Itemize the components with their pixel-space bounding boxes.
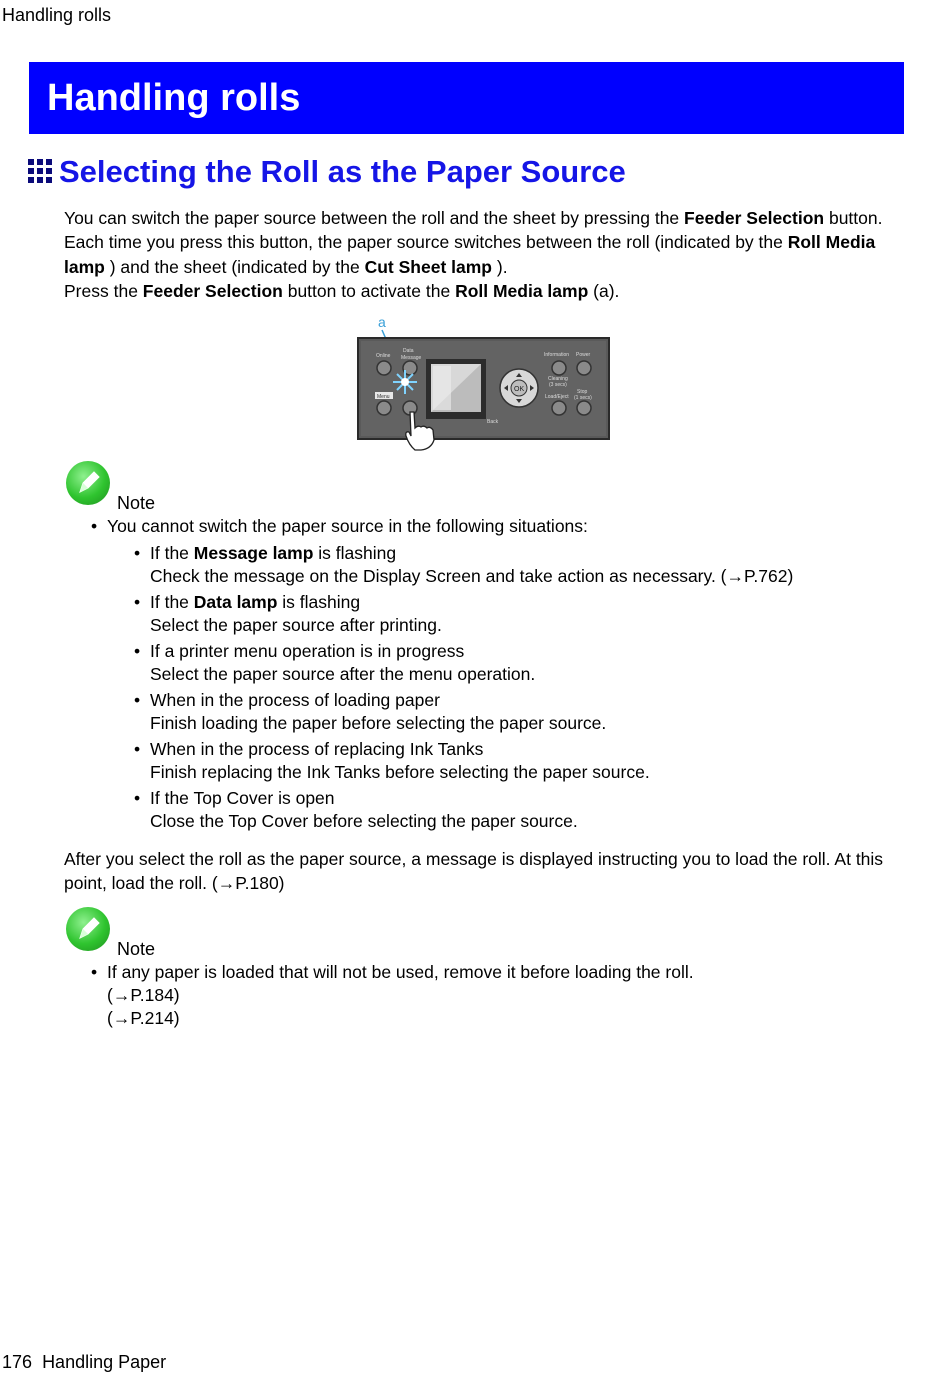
running-header: Handling rolls (2, 5, 112, 25)
list-item-detail: Select the paper source after printing. (150, 615, 442, 635)
section-heading (28, 154, 626, 190)
svg-text:OK: OK (514, 386, 525, 393)
list-item: • If the Top Cover is open (134, 788, 335, 808)
chapter-name: Handling Paper (42, 1352, 167, 1372)
svg-text:Data: Data (403, 348, 414, 354)
note-1-intro: • You cannot switch the paper source in the following situations: (91, 516, 588, 536)
section-title: Selecting the Roll as the Paper Source (59, 154, 626, 189)
stop-button (577, 401, 591, 415)
menu-button (377, 401, 391, 415)
callout-label: a (378, 314, 386, 330)
power-button (577, 361, 591, 375)
note-1 (66, 461, 156, 513)
svg-text:Message: Message (401, 355, 422, 361)
note-2-item: • If any paper is loaded that will not be used, remove it before loading the roll. (91, 962, 694, 982)
page-title: Handling rolls (47, 76, 301, 119)
intro-line-4: Press the Feeder Selection button to activate the Roll Media lamp (a). (64, 281, 620, 302)
note-1-label: Note (117, 493, 156, 513)
list-item-detail: Check the message on the Display Screen and take action as necessary. (→P.762) (150, 566, 794, 586)
svg-text:Back: Back (487, 419, 499, 425)
list-item: • When in the process of loading paper (134, 690, 440, 710)
intro-line-3: lamp ) and the sheet (indicated by the Cut Sheet lamp ). (64, 256, 508, 277)
information-button (552, 361, 566, 375)
after-line-1: After you select the roll as the paper source, a message is displayed instructing you to load the roll. At this (64, 849, 884, 869)
list-item: • If the Message lamp is flashing (134, 543, 397, 563)
after-line-2: point, load the roll. (→P.180) (64, 873, 285, 894)
note-2-link-184[interactable]: (→P.184) (107, 985, 180, 1005)
list-item-detail: Select the paper source after the menu operation. (150, 664, 536, 684)
list-item-detail: Close the Top Cover before selecting the paper source. (150, 811, 578, 831)
intro-line-2: Each time you press this button, the paper source switches between the roll (indicated by the Roll Media (64, 232, 876, 253)
note-2 (66, 907, 156, 959)
control-panel-figure (357, 312, 611, 452)
list-item: • When in the process of replacing Ink Tanks (134, 739, 484, 759)
list-item: • If a printer menu operation is in progress (134, 641, 465, 661)
list-item-detail: Finish loading the paper before selecting the paper source. (150, 713, 607, 733)
svg-text:Information: Information (544, 352, 570, 358)
online-button (377, 361, 391, 375)
pencil-note-icon (66, 461, 110, 505)
intro-paragraph (64, 206, 904, 304)
svg-text:Stop: Stop (577, 389, 588, 395)
page-footer (2, 1352, 166, 1373)
svg-text:(3 secs): (3 secs) (549, 382, 567, 388)
note-2-label: Note (117, 939, 156, 959)
pencil-note-icon (66, 907, 110, 951)
svg-text:(1 secs): (1 secs) (574, 395, 592, 401)
svg-text:Online: Online (376, 353, 391, 359)
load-eject-button (552, 401, 566, 415)
intro-line-1: You can switch the paper source between the roll and the sheet by pressing the Feeder Selection button. (64, 208, 883, 228)
svg-text:Cleaning: Cleaning (548, 376, 568, 382)
list-item: • If the Data lamp is flashing (134, 592, 361, 612)
note-2-link-214[interactable]: (→P.214) (107, 1008, 180, 1028)
page-number: 176 (2, 1352, 33, 1372)
after-paragraph (64, 847, 904, 896)
list-item-detail: Finish replacing the Ink Tanks before selecting the paper source. (150, 762, 650, 782)
grid-icon (28, 159, 54, 185)
svg-text:Menu: Menu (377, 394, 390, 400)
title-banner (29, 62, 904, 134)
svg-text:Load/Eject: Load/Eject (545, 394, 569, 400)
svg-text:Power: Power (576, 352, 591, 358)
